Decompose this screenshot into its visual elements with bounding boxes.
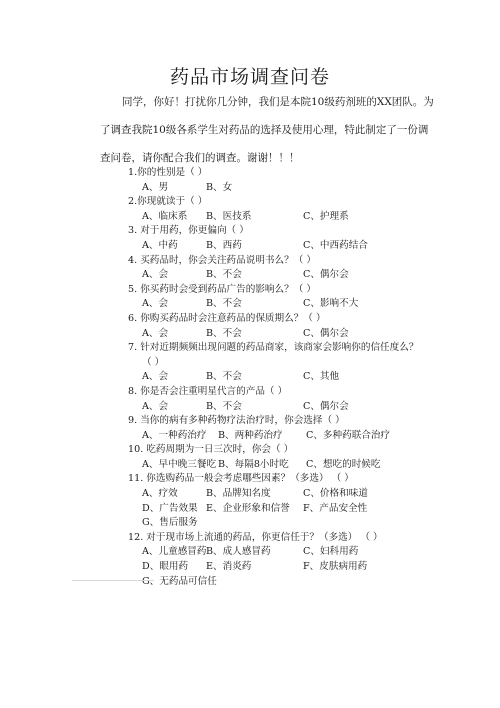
answer-option[interactable]: B、不会 xyxy=(206,269,242,281)
option-row xyxy=(128,239,468,254)
option-row xyxy=(128,458,468,473)
question-text: 10. 吃药周期为一日三次时，你会（ ） xyxy=(128,444,294,456)
answer-option[interactable]: C、想吃的时候吃 xyxy=(306,458,381,470)
answer-option[interactable]: A、会 xyxy=(142,269,169,281)
answer-option[interactable]: G、售后服务 xyxy=(142,517,198,529)
option-row xyxy=(128,560,468,575)
question-text: 1.你的性别是（ ） xyxy=(128,167,208,178)
answer-option[interactable]: E、企业形象和信誉 xyxy=(206,502,290,514)
answer-option[interactable]: A、疗效 xyxy=(142,488,178,500)
question-text: 2.你现就读于（ ） xyxy=(128,196,208,208)
question-4 xyxy=(128,254,468,283)
option-row xyxy=(128,181,468,196)
answer-option[interactable]: C、偶尔会 xyxy=(303,327,349,339)
answer-option[interactable]: D、眼用药 xyxy=(142,561,189,573)
question-7 xyxy=(128,341,468,385)
answer-option[interactable]: B、女 xyxy=(206,181,233,193)
intro-paragraph xyxy=(100,88,434,172)
option-row xyxy=(128,516,468,531)
question-2 xyxy=(128,195,468,224)
answer-option[interactable]: E、消炎药 xyxy=(206,561,252,573)
answer-option[interactable]: B、品牌知名度 xyxy=(206,488,271,500)
question-text: 12. 对于现市场上流通的药品，你更信任于？（多选） （ ） xyxy=(128,531,383,543)
option-row xyxy=(128,297,468,312)
question-9 xyxy=(128,414,468,443)
answer-option[interactable]: B、不会 xyxy=(206,371,242,383)
answer-option[interactable]: C、影响不大 xyxy=(303,298,359,310)
answer-option[interactable]: A、一种药治疗 xyxy=(142,429,207,441)
question-list xyxy=(128,166,468,589)
faint-rule xyxy=(72,580,154,581)
answer-option[interactable]: A、会 xyxy=(142,298,169,310)
option-row xyxy=(128,545,468,560)
question-text: 4. 买药品时，你会关注药品说明书么？（ ） xyxy=(128,254,316,266)
question-text: 7. 针对近期频频出现问题的药品商家，该商家会影响你的信任度么？ xyxy=(128,342,419,354)
answer-option[interactable]: A、早中晚三餐吃 xyxy=(142,458,217,470)
intro-line-2: 了调查我院10级各系学生对药品的选择及使用心理，特此制定了一份调 xyxy=(100,124,429,136)
answer-option[interactable]: B、不会 xyxy=(206,327,242,339)
answer-option[interactable]: F、皮肤病用药 xyxy=(303,561,368,573)
answer-option[interactable]: A、儿童感冒药 xyxy=(142,546,207,558)
answer-option[interactable]: C、多种药联合治疗 xyxy=(306,429,391,441)
intro-line-1: 同学，你好！打扰你几分钟，我们是本院10级药剂班的XX团队。为 xyxy=(122,96,434,108)
answer-option[interactable]: A、会 xyxy=(142,327,169,339)
question-answer-blank: （ ） xyxy=(142,356,165,368)
answer-option[interactable]: C、护理系 xyxy=(303,210,349,222)
question-6 xyxy=(128,312,468,341)
answer-option[interactable]: A、临床系 xyxy=(142,210,188,222)
option-row xyxy=(128,487,468,502)
option-row xyxy=(128,327,468,342)
answer-option[interactable]: B、不会 xyxy=(206,400,242,412)
answer-option[interactable]: A、会 xyxy=(142,371,169,383)
answer-option[interactable]: B、每隔8小时吃 xyxy=(218,458,289,470)
answer-option[interactable]: C、价格和味道 xyxy=(303,488,368,500)
option-row xyxy=(128,210,468,225)
answer-option[interactable]: A、中药 xyxy=(142,239,178,251)
answer-option[interactable]: G、无药品可信任 xyxy=(142,575,217,587)
question-text: 3. 对于用药，你更偏向（ ） xyxy=(128,225,249,237)
question-text: 11. 你选购药品一般会考虑哪些因素？（多选） （ ） xyxy=(128,473,354,485)
answer-option[interactable]: C、偶尔会 xyxy=(303,269,349,281)
answer-option[interactable]: C、中西药结合 xyxy=(303,239,368,251)
option-row xyxy=(128,370,468,385)
answer-option[interactable]: A、会 xyxy=(142,400,169,412)
answer-option[interactable]: B、西药 xyxy=(206,239,242,251)
option-row xyxy=(128,429,468,444)
page-title: 药品市场调查问卷 xyxy=(169,66,330,88)
answer-option[interactable]: C、妇科用药 xyxy=(303,546,359,558)
question-3 xyxy=(128,224,468,253)
answer-option[interactable]: B、不会 xyxy=(206,298,242,310)
answer-option[interactable]: A、男 xyxy=(142,181,169,193)
question-text: 8. 你是否会注重明星代言的产品（ ） xyxy=(128,385,288,397)
answer-option[interactable]: B、成人感冒药 xyxy=(206,546,271,558)
answer-option[interactable]: C、偶尔会 xyxy=(303,400,349,412)
answer-option[interactable]: F、产品安全性 xyxy=(303,502,368,514)
question-5 xyxy=(128,283,468,312)
answer-option[interactable]: B、两种药治疗 xyxy=(218,429,283,441)
question-text: 5. 你买药时会受到药品广告的影响么？（ ） xyxy=(128,283,316,295)
question-text: 9. 当你的病有多种药物疗法治疗时，你会选择（ ） xyxy=(128,415,345,427)
question-1 xyxy=(128,166,468,195)
question-text: 6. 你购买药品时会注意药品的保质期么？（ ） xyxy=(128,312,326,324)
option-row xyxy=(128,502,468,517)
question-12 xyxy=(128,531,468,589)
answer-option[interactable]: B、医技系 xyxy=(206,210,252,222)
question-10 xyxy=(128,443,468,472)
answer-option[interactable]: D、广告效果 xyxy=(142,502,198,514)
answer-option[interactable]: C、其他 xyxy=(303,371,340,383)
intro-line-3: 查问卷，请你配合我们的调查。谢谢！！！ xyxy=(100,152,300,164)
option-row xyxy=(128,575,468,590)
option-row xyxy=(128,400,468,415)
question-8 xyxy=(128,385,468,414)
option-row xyxy=(128,268,468,283)
question-11 xyxy=(128,472,468,530)
